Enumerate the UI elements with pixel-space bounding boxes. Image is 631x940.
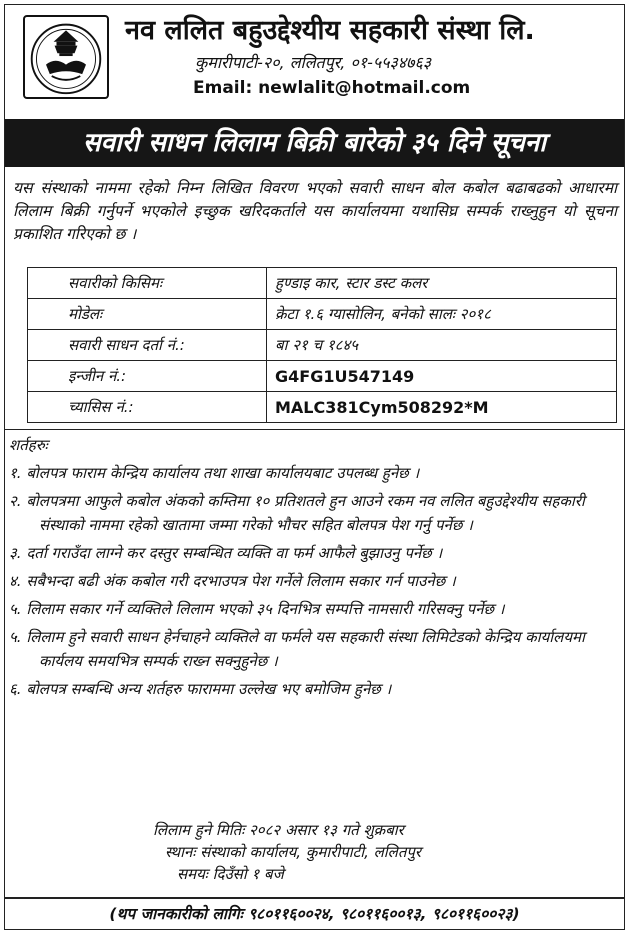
condition-item: ४. सबैभन्दा बढी अंक कबोल गरी दरभाउपत्र पेश गर्नेले लिलाम सकार गर्न पाउनेछ । [9, 572, 456, 590]
detail-value: G4FG1U547149 [267, 361, 617, 392]
organization-email: Email: newlalit@hotmail.com [193, 78, 471, 98]
condition-item: २. बोलपत्रमा आफुले कबोल अंकको कम्तिमा १० प्रतिशतले हुन आउने रकम नव ललित बहुउद्देश्यीय सहकारी संस्थाको नाममा रहेको खातामा जम्मा गरेको भौचर सहित बोलपत्र पेश गर्नु पर्नेछ । [9, 492, 585, 534]
detail-label: सवारीको किसिमः [28, 268, 267, 299]
cooperative-emblem-icon [23, 15, 109, 99]
table-row [28, 330, 617, 361]
table-row [28, 268, 617, 299]
notice-page [4, 4, 625, 930]
condition-item: ५. लिलाम हुने सवारी साधन हेर्नचाहने व्यक्तिले वा फर्मले यस सहकारी संस्था लिमिटेडको केन्द्रिय कार्यालयमा कार्यलय समयभित्र सम्पर्क राख्न सक्नुहुनेछ । [9, 628, 585, 670]
detail-label: इन्जीन नं.: [28, 361, 267, 392]
condition-item: ६. बोलपत्र सम्बन्धि अन्य शर्तहरु फाराममा उल्लेख भए बमोजिम हुनेछ । [9, 680, 392, 698]
auction-schedule [153, 819, 421, 885]
divider [5, 429, 624, 430]
detail-label: सवारी साधन दर्ता नं.: [28, 330, 267, 361]
detail-value: हुण्डाइ कार, स्टार डस्ट कलर [267, 268, 617, 299]
organization-address: कुमारीपाटी-२०, ललितपुर, ०१-५५३४७६३ [195, 53, 432, 72]
table-row [28, 299, 617, 330]
condition-item: १. बोलपत्र फाराम केन्द्रिय कार्यालय तथा शाखा कार्यालयबाट उपलब्ध हुनेछ । [9, 464, 420, 482]
table-row [28, 392, 617, 423]
auction-time: समयः दिउँसो १ बजे [177, 865, 284, 883]
detail-value: क्रेटा १.६ ग्यासोलिन, बनेको सालः २०१८ [267, 299, 617, 330]
vehicle-details-table [27, 267, 617, 423]
auction-place: स्थानः संस्थाको कार्यालय, कुमारीपाटी, ललितपुर [165, 843, 422, 861]
notice-title: सवारी साधन लिलाम बिक्री बारेको ३५ दिने सूचना [5, 119, 624, 167]
organization-name: नव ललित बहुउद्देश्यीय सहकारी संस्था लि. [125, 15, 535, 46]
auction-date: लिलाम हुने मितिः २०८२ असार १३ गते शुक्रबार [153, 821, 404, 839]
detail-label: च्यासिस नं.: [28, 392, 267, 423]
contact-info: (थप जानकारीको लागिः ९८०११६००२४, ९८०११६००१३, ९८०११६००२३) [5, 897, 624, 929]
detail-value: MALC381Cym508292*M [267, 392, 617, 423]
detail-label: मोडेलः [28, 299, 267, 330]
conditions-heading: शर्तहरुः [9, 436, 48, 454]
detail-value: बा २१ च १८४५ [267, 330, 617, 361]
intro-paragraph: यस संस्थाको नाममा रहेको निम्न लिखित विवरण भएको सवारी साधन बोल कबोल बढाबढको आधारमा लिलाम बिक्री गर्नुपर्ने भएकोले इच्छुक खरिदकर्ताले यस कार्यालयमा यथासिघ्र सम्पर्क राख्नुहुन यो सूचना प्रकाशित गरिएको छ । [13, 179, 617, 243]
condition-item: ३. दर्ता गराउँदा लाग्ने कर दस्तुर सम्बन्धित व्यक्ति वा फर्म आफैले बुझाउनु पर्नेछ । [9, 544, 443, 562]
condition-item: ५. लिलाम सकार गर्ने व्यक्तिले लिलाम भएको ३५ दिनभित्र सम्पत्ति नामसारी गरिसक्नु पर्नेछ । [9, 600, 505, 618]
table-row [28, 361, 617, 392]
header [5, 5, 624, 97]
conditions-section [9, 433, 617, 705]
